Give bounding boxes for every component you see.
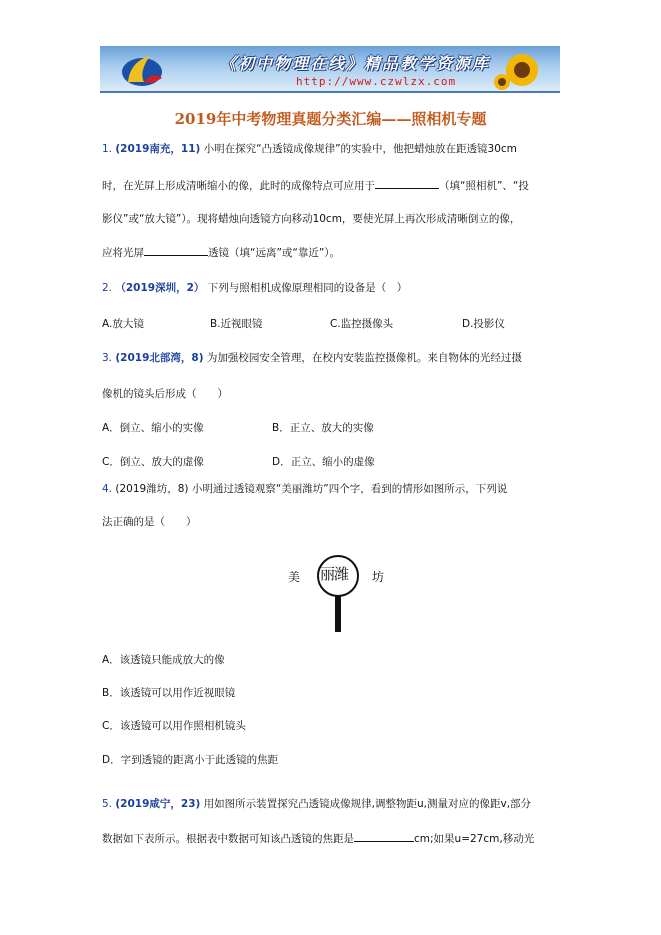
q5-line-2 (102, 831, 534, 846)
q1-blank-2[interactable] (144, 246, 208, 256)
q3-line-1 (102, 350, 522, 365)
q5-text-2a: 数据如下表所示。根据表中数据可知该凸透镜的焦距是 (102, 833, 354, 845)
q5-blank-1[interactable] (354, 832, 414, 842)
q4-option-d[interactable]: D．字到透镜的距离小于此透镜的焦距 (102, 754, 279, 766)
q1-text-2a: 时，在光屏上形成清晰缩小的像，此时的成像特点可应用于 (102, 180, 375, 192)
q4-option-c[interactable]: C．该透镜可以用作照相机镜头 (102, 720, 246, 732)
q2-stem (102, 280, 407, 295)
q3-option-b[interactable]: B．正立、放大的实像 (272, 422, 374, 434)
q4-line-1 (102, 481, 507, 496)
q3-source: (2019北部湾，8) (115, 352, 204, 364)
q2-option-b[interactable]: B.近视眼镜 (210, 318, 263, 330)
banner-title: 《初中物理在线》精品教学资源库 (220, 54, 491, 73)
q1-line-4 (102, 245, 340, 260)
q1-text-4a: 应将光屏 (102, 247, 144, 259)
q4-source: (2019潍坊，8) (115, 483, 189, 495)
q1-line-3: 影仪”或“放大镜”）。现将蜡烛向透镜方向移动10cm，要使光屏上再次形成清晰倒立的像， (102, 213, 521, 225)
q4-text-1: 小明通过透镜观察“美丽潍坊”四个字，看到的情形如图所示，下列说 (191, 483, 508, 495)
q3-text-1: 为加强校园安全管理，在校内安装监控摄像机。来自物体的光经过摄 (206, 352, 522, 364)
q2-text: 下列与照相机成像原理相同的设备是（ ） (207, 282, 408, 294)
q1-text-1: 小明在探究“凸透镜成像规律”的实验中，他把蜡烛放在距透镜30cm (203, 143, 517, 155)
sunflower-icon (490, 48, 550, 92)
q2-source: （2019深圳，2） (115, 282, 205, 294)
q1-text-2b: （填“照相机”、“投 (439, 180, 529, 192)
q1-source: (2019南充，11) (115, 143, 201, 155)
q4-option-b[interactable]: B．该透镜可以用作近视眼镜 (102, 687, 236, 699)
banner-url: http://www.czwlzx.com (296, 75, 457, 88)
figure-char-left: 美 (288, 570, 301, 584)
q3-option-d[interactable]: D．正立、缩小的虚像 (272, 456, 375, 468)
q2-option-a[interactable]: A.放大镜 (102, 318, 144, 330)
q2-number: 2. (102, 282, 113, 294)
page-title: 2019年中考物理真题分类汇编——照相机专题 (174, 110, 487, 128)
q2-option-c[interactable]: C.监控摄像头 (330, 318, 394, 330)
q1-line-1 (102, 141, 517, 156)
q3-line-2: 像机的镜头后形成（ ） (102, 388, 228, 400)
q4-option-a[interactable]: A．该透镜只能成放大的像 (102, 654, 225, 666)
q3-option-c[interactable]: C．倒立、放大的虚像 (102, 456, 204, 468)
figure-char-middle: 丽潍 (320, 565, 349, 583)
q4-line-2: 法正确的是（ ） (102, 516, 197, 528)
q1-line-2 (102, 178, 529, 193)
header-banner (100, 46, 560, 93)
q3-option-a[interactable]: A．倒立、缩小的实像 (102, 422, 204, 434)
q1-number: 1. (102, 143, 113, 155)
q5-line-1 (102, 796, 531, 811)
q5-text-1: 用如图所示装置探究凸透镜成像规律,调整物距u,测量对应的像距v,部分 (203, 798, 532, 810)
magnifier-figure (288, 550, 388, 635)
q5-number: 5. (102, 798, 113, 810)
logo-icon (120, 52, 164, 88)
q2-option-d[interactable]: D.投影仪 (462, 318, 505, 330)
q5-source: (2019咸宁，23) (115, 798, 201, 810)
q1-blank-1[interactable] (375, 179, 439, 189)
q4-number: 4. (102, 483, 113, 495)
q5-text-2b: cm;如果u=27cm,移动光 (414, 833, 535, 845)
q1-text-4b: 透镜（填“远离”或“靠近”）。 (208, 247, 341, 259)
figure-char-right: 坊 (372, 570, 385, 584)
q3-number: 3. (102, 352, 113, 364)
